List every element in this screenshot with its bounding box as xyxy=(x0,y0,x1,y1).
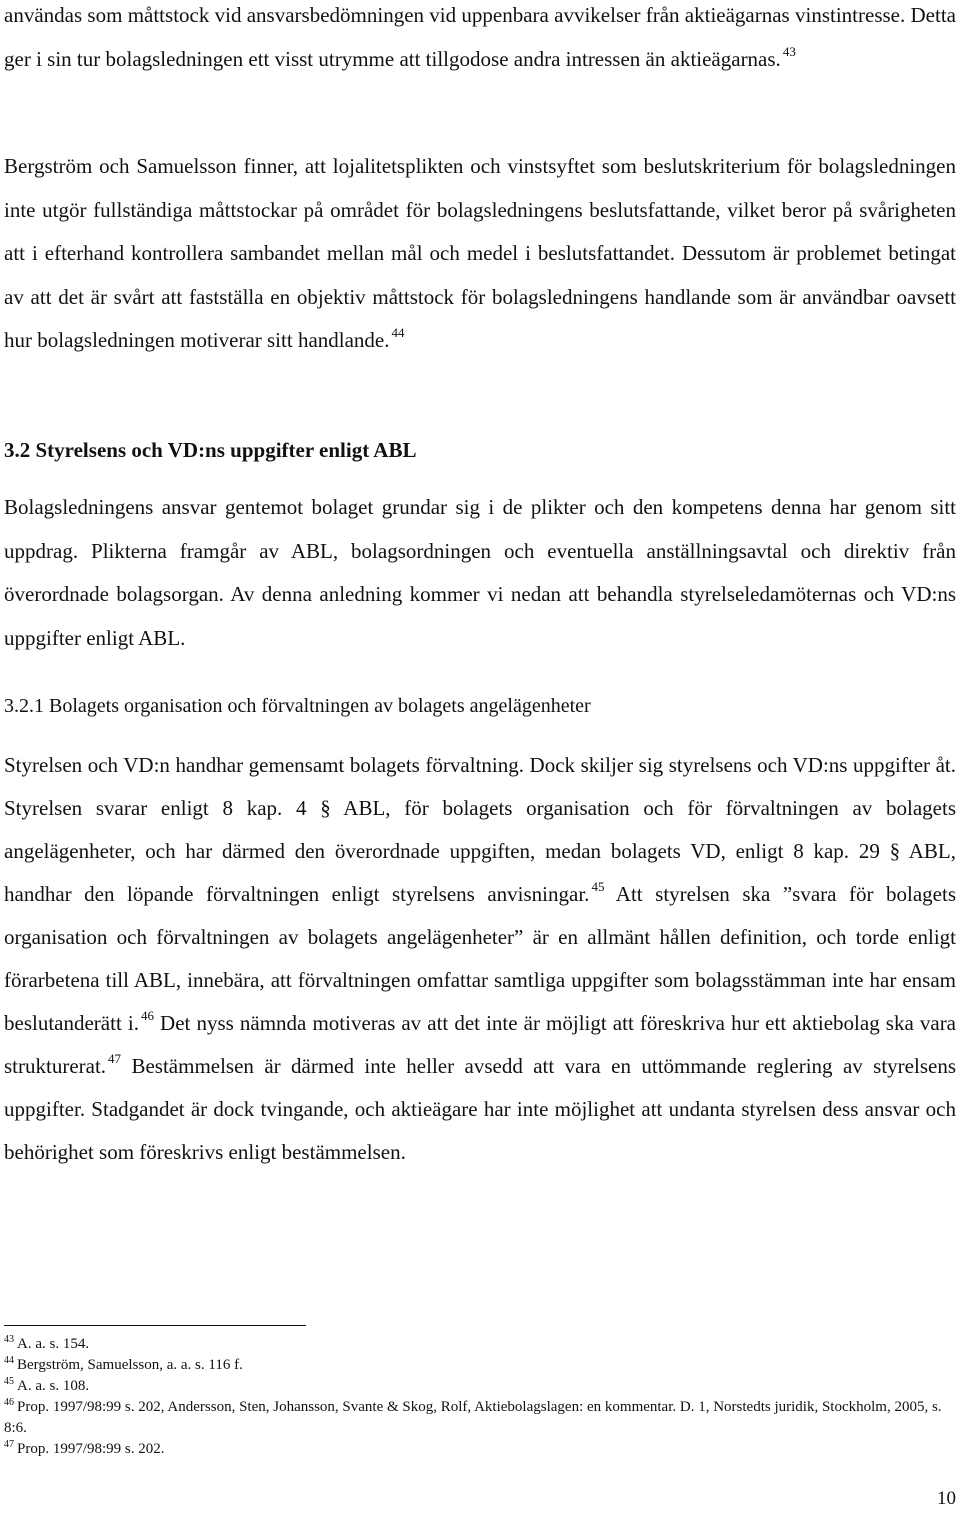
footnote-text: A. a. s. 154. xyxy=(17,1336,90,1352)
footnote-45 xyxy=(4,1376,956,1397)
footnote-44 xyxy=(4,1355,956,1376)
paragraph-board-duties xyxy=(4,744,956,1174)
paragraph-board-duties-text-a: Styrelsen och VD:n handhar gemensamt bolagets förvaltning. Dock skiljer sig styrelsens och VD:ns uppgifter åt. Styrelsen svarar enligt 8 kap. 4 § ABL, för bolagets organisation och för förvaltningen av bolagets angelägenheter, och har därmed den överordnade uppgiften, medan bolagets VD, enligt 8 kap. 29 § ABL, handhar den löpande förvaltningen enligt styrelsens anvisningar. xyxy=(4,753,956,906)
footnote-ref-46: 46 xyxy=(140,1008,154,1023)
subsection-heading: 3.2.1 Bolagets organisation och förvaltningen av bolagets angelägenheter xyxy=(4,695,591,717)
paragraph-responsibility xyxy=(4,486,956,660)
footnote-46 xyxy=(4,1397,956,1439)
paragraph-board-duties-text-b: Att styrelsen ska ”svara för bolagets organisation och förvaltningen av bolagets angelägenheter” är en allmänt hållen definition, och torde enligt förarbetena till ABL, innebära, att förvaltningen omfattar samtliga uppgifter som bolagsstämman inte har ensam beslutanderätt i. xyxy=(4,882,957,1035)
footnote-text: Prop. 1997/98:99 s. 202. xyxy=(17,1441,165,1457)
footnote-number: 45 xyxy=(4,1376,14,1387)
footnote-text: Prop. 1997/98:99 s. 202, Andersson, Sten, Johansson, Svante & Skog, Rolf, Aktiebolagslagen: en kommentar. D. 1, Norstedts juridik, Stockholm, 2005, s. 8:6. xyxy=(4,1399,942,1436)
footnote-43 xyxy=(4,1334,956,1355)
paragraph-board-duties-text-d: Bestämmelsen är därmed inte heller avsedd att vara en uttömmande reglering av styrelsens uppgifter. Stadgandet är dock tvingande, och aktieägare har inte möjlighet att undanta styrelsen dess ansvar och behörighet som föreskrivs enligt bestämmelsen. xyxy=(4,1054,956,1164)
footnote-number: 46 xyxy=(4,1397,14,1408)
footnote-ref-43: 43 xyxy=(782,43,796,59)
footnote-number: 47 xyxy=(4,1439,14,1450)
footnote-ref-47: 47 xyxy=(108,1051,122,1066)
paragraph-responsibility-text: Bolagsledningens ansvar gentemot bolaget grundar sig i de plikter och den kompetens denna har genom sitt uppdrag. Plikterna framgår av ABL, bolagsordningen och eventuella anställningsavtal och direktiv från överordnade bolagsorgan. Av denna anledning kommer vi nedan att behandla styrelseledamöternas och VD:ns uppgifter enligt ABL. xyxy=(4,495,956,650)
paragraph-bergstrom xyxy=(4,145,956,363)
footnote-number: 43 xyxy=(4,1334,14,1345)
page-number: 10 xyxy=(937,1488,956,1509)
footnote-number: 44 xyxy=(4,1355,14,1366)
footnote-ref-44: 44 xyxy=(391,325,405,340)
paragraph-intro xyxy=(4,0,956,81)
footnote-separator xyxy=(4,1325,306,1326)
footnotes xyxy=(4,1334,956,1460)
footnote-text: Bergström, Samuelsson, a. a. s. 116 f. xyxy=(17,1357,243,1373)
section-heading: 3.2 Styrelsens och VD:ns uppgifter enligt ABL xyxy=(4,438,417,462)
footnote-text: A. a. s. 108. xyxy=(17,1378,90,1394)
footnote-47 xyxy=(4,1439,956,1460)
paragraph-intro-text: användas som måttstock vid ansvarsbedömningen vid uppenbara avvikelser från aktieägarnas vinstintresse. Detta ger i sin tur bolagsledningen ett visst utrymme att tillgodose andra intressen än aktieägarnas. xyxy=(4,3,956,71)
paragraph-bergstrom-text: Bergström och Samuelsson finner, att lojalitetsplikten och vinstsyftet som beslutskriterium för bolagsledningen inte utgör fullständiga måttstockar på området för bolagsledningens beslutsfattande, vilket beror på svårigheten att i efterhand kontrollera sambandet mellan mål och medel i beslutsfattandet. Dessutom är problemet betingat av att det är svårt att fastställa en objektiv måttstock för bolagsledningens handlande som är användbar oavsett hur bolagsledningen motiverar sitt handlande. xyxy=(4,154,956,352)
paragraph-board-duties-text-c: Det nyss nämnda motiveras av att det inte är möjligt att föreskriva hur ett aktiebolag ska vara strukturerat. xyxy=(4,1011,957,1078)
footnote-ref-45: 45 xyxy=(591,879,605,894)
